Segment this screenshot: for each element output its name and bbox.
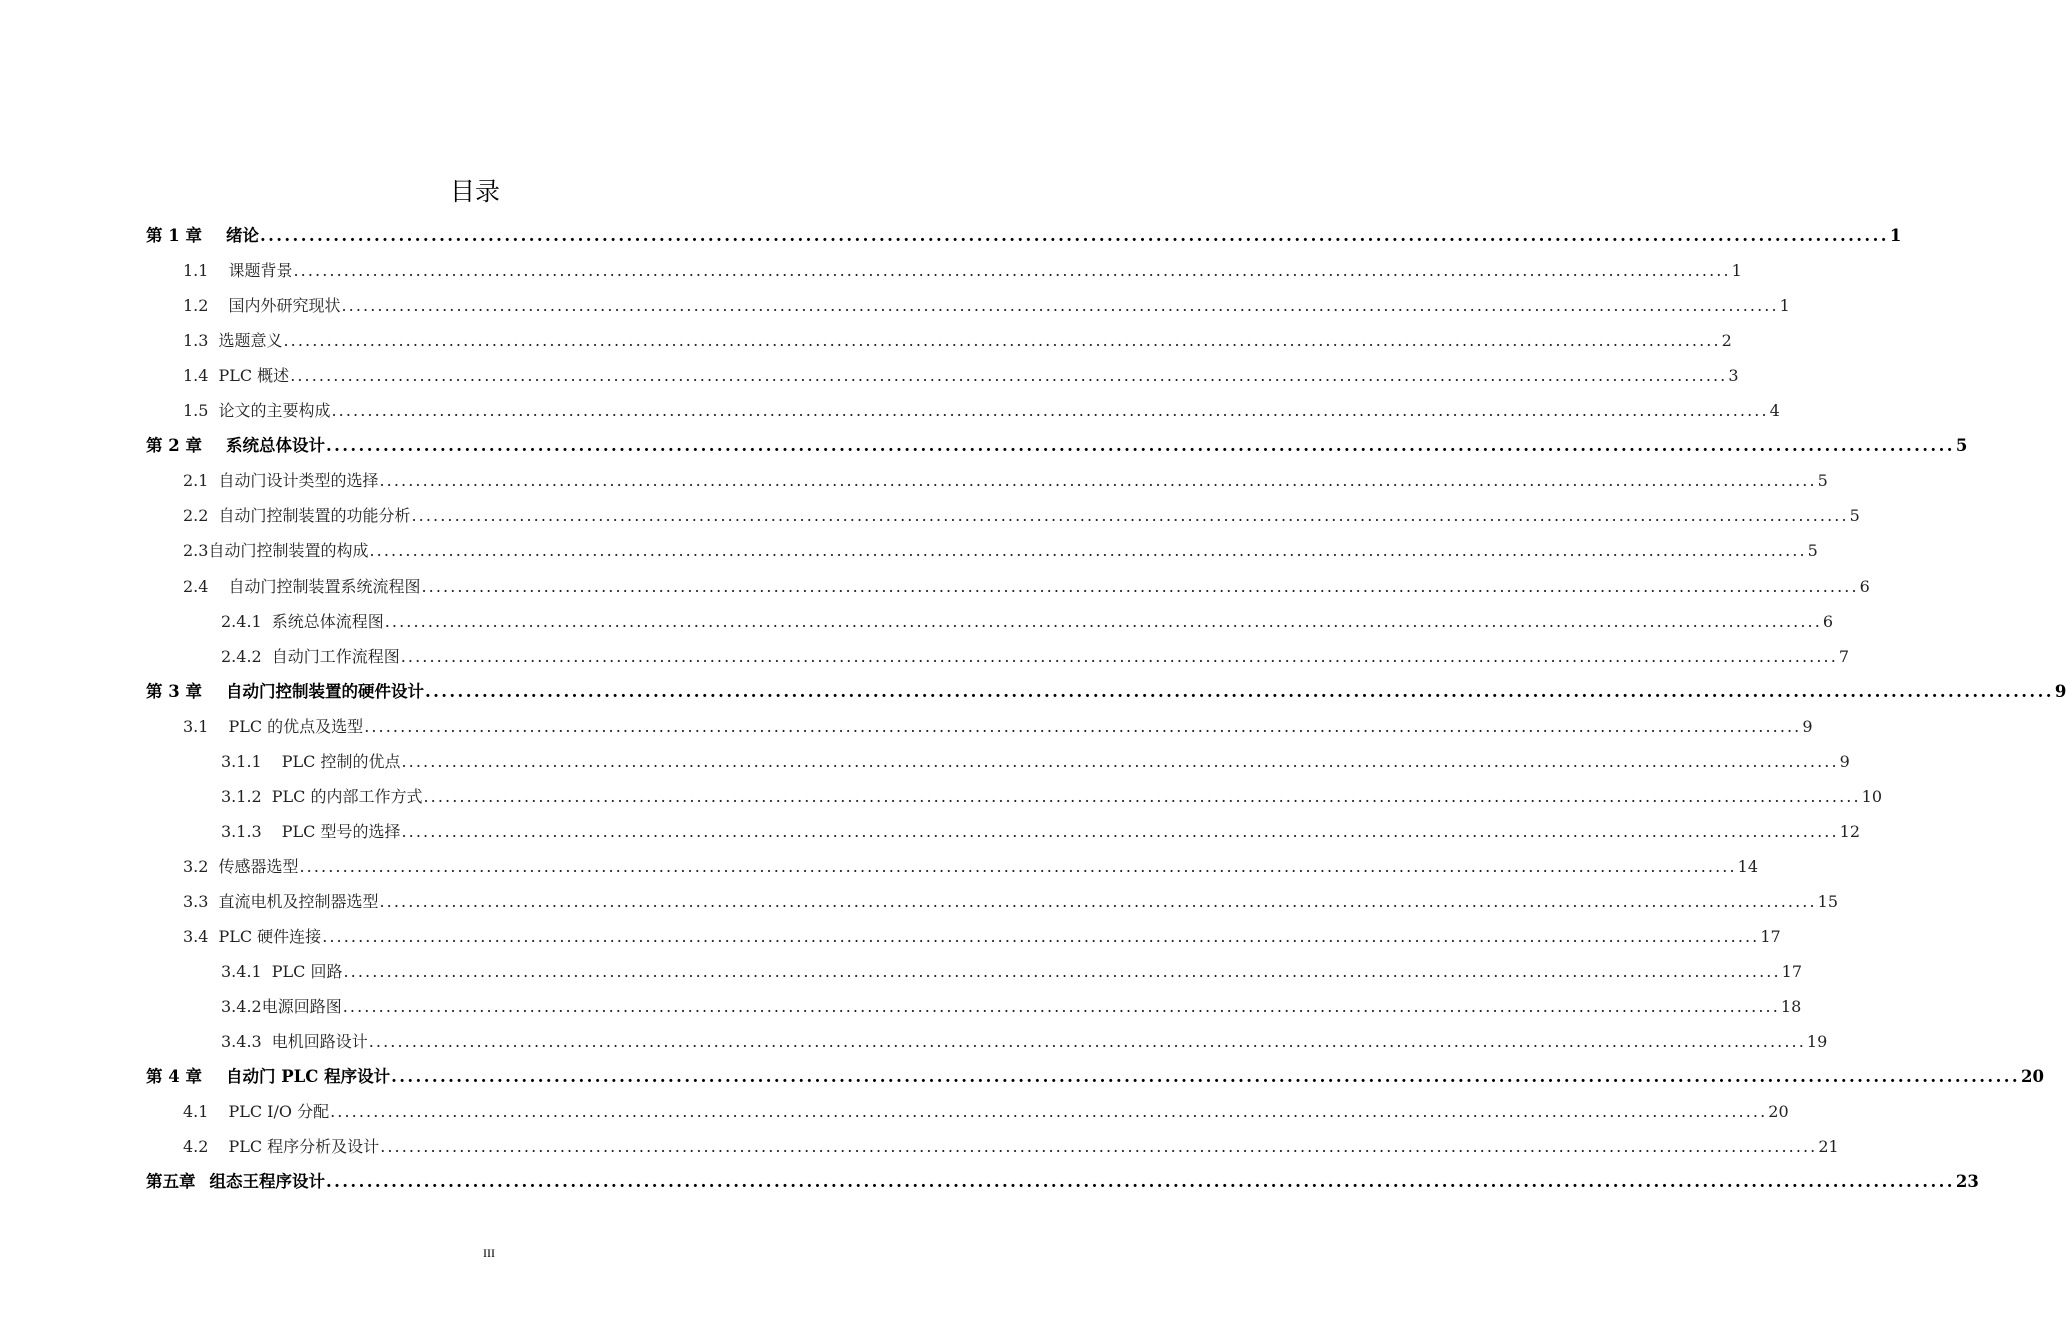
toc-entry-number: 4.1: [183, 1102, 209, 1122]
toc-entry-number: 2.3: [183, 541, 209, 561]
toc-section-entry[interactable]: [183, 288, 1790, 323]
toc-dot-leader: ........................................................................................................................................................................................................: [384, 611, 1822, 631]
toc-entry-number: 2.4.1: [221, 611, 262, 631]
toc-entry-title: PLC 的优点及选型: [228, 716, 364, 736]
toc-entry-number: 第 1 章: [146, 226, 202, 245]
toc-dot-leader: ........................................................................................................................................................................................................: [331, 401, 1769, 421]
toc-entry-number: 3.1.3: [221, 821, 262, 841]
toc-entry-gap: [208, 709, 228, 744]
toc-dot-leader: ........................................................................................................................................................................................................: [330, 1102, 1768, 1122]
toc-entry-gap: [208, 358, 218, 393]
toc-dot-leader: ........................................................................................................................................................................................................: [325, 436, 1955, 456]
toc-page-number: 4: [1769, 401, 1780, 421]
toc-section-entry[interactable]: [183, 709, 1813, 744]
toc-entry-title: 自动门控制装置系统流程图: [228, 576, 421, 596]
toc-page-number: 12: [1839, 821, 1860, 841]
toc-entry-gap: [208, 919, 218, 954]
toc-entry-number: 3.1.1: [221, 751, 262, 771]
toc-dot-leader: ........................................................................................................................................................................................................: [423, 786, 1861, 806]
toc-chapter-entry[interactable]: [146, 428, 1968, 463]
toc-page-number: 20: [2021, 1067, 2044, 1087]
toc-entry-number: 2.1: [183, 471, 209, 491]
toc-section-entry[interactable]: [183, 463, 1828, 498]
toc-dot-leader: ........................................................................................................................................................................................................: [342, 997, 1780, 1017]
toc-page-number: 21: [1818, 1137, 1839, 1157]
toc-dot-leader: ........................................................................................................................................................................................................: [290, 366, 1728, 386]
toc-page-number: 18: [1780, 997, 1802, 1017]
toc-entry-number: 3.3: [183, 891, 209, 911]
toc-entry-title: PLC I/O 分配: [228, 1102, 330, 1122]
toc-entry-title: PLC 的内部工作方式: [271, 786, 423, 806]
toc-entry-title: 选题意义: [218, 331, 283, 351]
toc-entry-gap: [262, 954, 272, 989]
toc-page-number: 7: [1838, 646, 1850, 666]
toc-page-number: 5: [1955, 436, 1968, 456]
toc-dot-leader: ........................................................................................................................................................................................................: [283, 331, 1721, 351]
toc-section-entry[interactable]: [221, 814, 1860, 849]
toc-dot-leader: ........................................................................................................................................................................................................: [391, 1067, 2021, 1087]
toc-dot-leader: ........................................................................................................................................................................................................: [364, 716, 1802, 736]
toc-entry-title: 传感器选型: [218, 856, 299, 876]
toc-entry-number: 3.1.2: [221, 786, 262, 806]
toc-entry-title: 直流电机及控制器选型: [218, 891, 379, 911]
toc-entry-number: 3.2: [183, 856, 209, 876]
toc-entry-title: 电源回路图: [261, 997, 342, 1017]
toc-section-entry[interactable]: [221, 744, 1850, 779]
toc-entry-gap: [208, 1129, 228, 1164]
toc-chapter-entry[interactable]: [146, 674, 2066, 709]
toc-entry-number: 1.3: [183, 331, 209, 351]
page-title: 目录: [449, 177, 500, 206]
toc-section-entry[interactable]: [183, 1129, 1839, 1164]
toc-entry-number: 第 3 章: [146, 681, 202, 701]
toc-entry-number: 3.4.3: [221, 1032, 262, 1052]
toc-entry-number: 第 4 章: [146, 1067, 202, 1087]
toc-dot-leader: ........................................................................................................................................................................................................: [369, 541, 1807, 561]
toc-page-number: 2: [1721, 331, 1732, 351]
toc-section-entry[interactable]: [183, 358, 1739, 393]
toc-entry-gap: [208, 498, 218, 533]
toc-page-number: 17: [1760, 927, 1781, 946]
toc-page-number: 23: [1955, 1172, 1979, 1192]
toc-entry-gap: [262, 814, 282, 849]
toc-dot-leader: ........................................................................................................................................................................................................: [380, 1137, 1818, 1157]
toc-dot-leader: ........................................................................................................................................................................................................: [326, 1172, 1955, 1192]
toc-entry-gap: [208, 463, 218, 498]
toc-section-entry[interactable]: [183, 498, 1860, 533]
toc-page-number: 20: [1768, 1102, 1789, 1122]
toc-chapter-entry[interactable]: [146, 1059, 2044, 1094]
toc-dot-leader: ........................................................................................................................................................................................................: [299, 856, 1737, 876]
toc-section-entry[interactable]: [221, 639, 1850, 674]
toc-entry-gap: [208, 849, 218, 884]
toc-entry-gap: [208, 253, 228, 288]
toc-entry-number: 2.2: [183, 506, 209, 526]
toc-entry-gap: [262, 639, 272, 674]
toc-entry-title: 国内外研究现状: [228, 296, 341, 316]
toc-page-number: 1: [1779, 296, 1790, 316]
toc-section-entry[interactable]: [183, 533, 1818, 568]
toc-section-entry[interactable]: [221, 1024, 1828, 1059]
toc-entry-gap: [262, 604, 272, 639]
toc-entry-gap: [202, 428, 226, 463]
toc-entry-number: 2.4: [183, 576, 209, 596]
toc-entry-number: 2.4.2: [221, 646, 262, 666]
toc-entry-gap: [262, 779, 272, 814]
page-number: III: [483, 1246, 495, 1260]
toc-entry-title: 课题背景: [228, 261, 293, 281]
toc-entry-title: 系统总体设计: [225, 436, 325, 456]
toc-dot-leader: ........................................................................................................................................................................................................: [400, 646, 1838, 666]
toc-entry-number: 1.1: [183, 261, 209, 281]
toc-section-entry[interactable]: [183, 253, 1742, 288]
toc-page-number: 19: [1806, 1032, 1828, 1052]
toc-page-number: 6: [1822, 611, 1834, 631]
toc-entry-title: 系统总体流程图: [271, 611, 384, 631]
toc-dot-leader: ........................................................................................................................................................................................................: [411, 506, 1849, 526]
toc-page-number: 9: [1802, 716, 1813, 736]
toc-dot-leader: ........................................................................................................................................................................................................: [259, 226, 1889, 245]
toc-page-number: 1: [1731, 261, 1742, 281]
toc-entry-title: 自动门控制装置的构成: [208, 541, 369, 561]
toc-entry-gap: [202, 218, 226, 253]
toc-section-entry[interactable]: [183, 393, 1780, 428]
toc-entry-title: PLC 概述: [218, 366, 290, 386]
toc-section-entry[interactable]: [221, 779, 1882, 814]
toc-entry-gap: [208, 884, 218, 919]
toc-section-entry[interactable]: [183, 1094, 1789, 1129]
toc-entry-number: 1.2: [183, 296, 209, 316]
toc-entry-gap: [196, 1164, 210, 1199]
toc-entry-gap: [208, 323, 218, 358]
toc-entry-number: 第 2 章: [146, 436, 202, 456]
toc-dot-leader: ........................................................................................................................................................................................................: [424, 681, 2054, 701]
toc-dot-leader: ........................................................................................................................................................................................................: [401, 751, 1839, 771]
toc-page-number: 14: [1737, 856, 1759, 876]
toc-entry-title: 绪论: [225, 226, 259, 245]
toc-page-number: 6: [1859, 576, 1870, 596]
toc-section-entry[interactable]: [183, 569, 1870, 604]
toc-page-number: 9: [2054, 681, 2066, 701]
toc-entry-title: 自动门工作流程图: [271, 646, 400, 666]
toc-entry-title: 自动门 PLC 程序设计: [225, 1067, 391, 1087]
toc-entry-number: 1.4: [183, 366, 209, 386]
toc-dot-leader: ........................................................................................................................................................................................................: [343, 962, 1781, 982]
toc-entry-gap: [262, 744, 282, 779]
toc-entry-title: 组态王程序设计: [209, 1172, 325, 1192]
toc-entry-number: 4.2: [183, 1137, 209, 1157]
toc-entry-title: 自动门控制装置的功能分析: [218, 506, 411, 526]
toc-page-number: 5: [1817, 471, 1828, 491]
toc-page-number: 10: [1861, 786, 1882, 806]
toc-dot-leader: ........................................................................................................................................................................................................: [293, 261, 1731, 281]
toc-entry-gap: [208, 569, 228, 604]
toc-page-number: 17: [1781, 962, 1802, 982]
toc-entry-number: 第五章: [146, 1172, 196, 1192]
toc-section-entry[interactable]: [183, 919, 1781, 954]
toc-page-number: 9: [1839, 751, 1850, 771]
toc-page-number: 5: [1807, 541, 1818, 561]
toc-page-number: 1: [1889, 226, 1902, 245]
toc-entry-title: 电机回路设计: [271, 1032, 368, 1052]
toc-dot-leader: ........................................................................................................................................................................................................: [401, 821, 1839, 841]
toc-dot-leader: ........................................................................................................................................................................................................: [368, 1032, 1806, 1052]
toc-entry-gap: [208, 288, 228, 323]
toc-entry-number: 3.4.2: [221, 997, 262, 1017]
toc-entry-gap: [208, 393, 218, 428]
toc-entry-title: 论文的主要构成: [218, 401, 331, 421]
toc-section-entry[interactable]: [221, 604, 1834, 639]
toc-entry-title: PLC 硬件连接: [218, 927, 322, 946]
toc-section-entry[interactable]: [183, 323, 1732, 358]
toc-chapter-entry[interactable]: [146, 1164, 1979, 1199]
toc-page-number: 15: [1817, 891, 1839, 911]
toc-dot-leader: ........................................................................................................................................................................................................: [341, 296, 1779, 316]
toc-entry-title: 自动门设计类型的选择: [218, 471, 379, 491]
toc-dot-leader: ........................................................................................................................................................................................................: [379, 891, 1817, 911]
toc-entry-gap: [202, 1059, 226, 1094]
toc-section-entry[interactable]: [221, 954, 1802, 989]
toc-entry-title: PLC 程序分析及设计: [228, 1137, 380, 1157]
toc-entry-number: 1.5: [183, 401, 209, 421]
toc-dot-leader: ........................................................................................................................................................................................................: [421, 576, 1859, 596]
toc-entry-gap: [208, 1094, 228, 1129]
toc-section-entry[interactable]: [183, 884, 1839, 919]
toc-entry-gap: [202, 674, 226, 709]
toc-chapter-entry[interactable]: [146, 218, 1902, 253]
toc-entry-number: 3.4.1: [221, 962, 262, 982]
toc-entry-title: PLC 型号的选择: [281, 821, 401, 841]
toc-entry-number: 3.1: [183, 716, 209, 736]
toc-dot-leader: ........................................................................................................................................................................................................: [322, 927, 1760, 946]
toc-entry-title: 自动门控制装置的硬件设计: [225, 681, 424, 701]
toc-entry-title: PLC 控制的优点: [281, 751, 401, 771]
toc-entry-title: PLC 回路: [271, 962, 343, 982]
toc-entry-number: 3.4: [183, 927, 209, 946]
toc-section-entry[interactable]: [221, 989, 1802, 1024]
toc-dot-leader: ........................................................................................................................................................................................................: [379, 471, 1817, 491]
toc-page-number: 5: [1849, 506, 1860, 526]
toc-page-number: 3: [1728, 366, 1739, 386]
toc-section-entry[interactable]: [183, 849, 1759, 884]
toc-entry-gap: [262, 1024, 272, 1059]
